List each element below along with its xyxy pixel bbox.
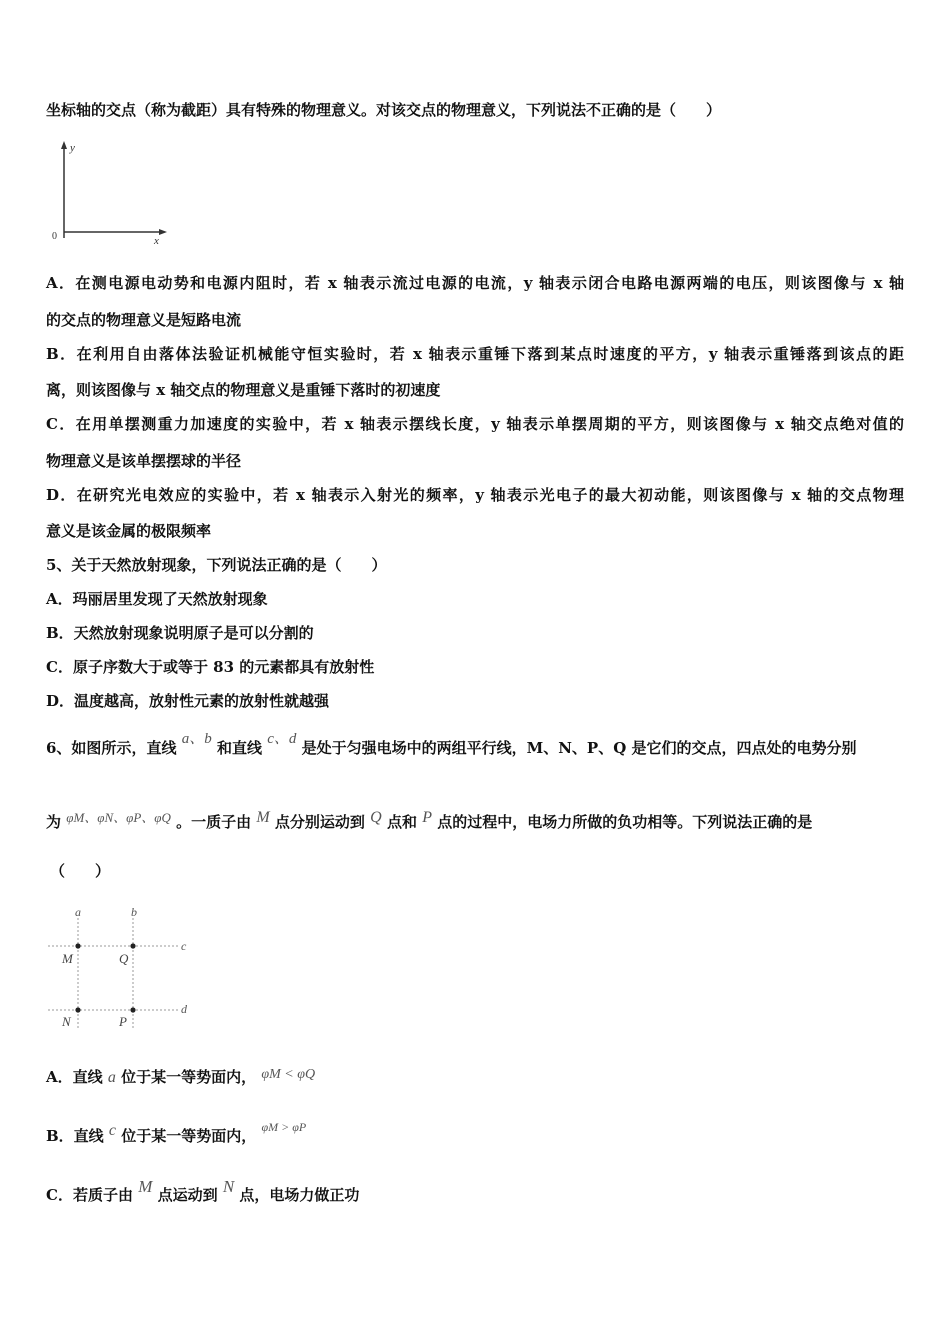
q6-stem-part3: 是处于匀强电场中的两组平行线，M、N、P、Q 是它们的交点，四点处的电势分别	[301, 739, 857, 757]
q6-stem-part8: 点的过程中，电场力所做的负功相等。下列说法正确的是	[437, 813, 813, 831]
label-P: P	[119, 1014, 127, 1029]
q4-option-a-line1: A．在测电源电动势和电源内阻时，若 x 轴表示流过电源的电流，y 轴表示闭合电路电源两端的电压，则该图像与 x 轴	[46, 274, 904, 292]
q6-option-b-post: 位于某一等势面内，	[121, 1127, 257, 1145]
q5-option-a: A．玛丽居里发现了天然放射现象	[46, 590, 268, 608]
point-N	[75, 1007, 80, 1012]
q6-stem-part6: 点分别运动到	[274, 813, 365, 831]
point-Q	[130, 943, 135, 948]
q6-stem-part4: 为	[46, 813, 62, 831]
x-axis-label: x	[154, 235, 159, 247]
q4-option-d-line2: 意义是该金属的极限频率	[46, 522, 212, 540]
q5-option-b: B．天然放射现象说明原子是可以分割的	[46, 624, 314, 642]
label-c: c	[181, 939, 187, 953]
point-P	[130, 1007, 135, 1012]
q4-option-b-line1: B．在利用自由落体法验证机械能守恒实验时，若 x 轴表示重锤下落到某点时速度的平方，y 轴表示重锤落到该点的距	[46, 345, 904, 363]
q6-stem-line2	[46, 809, 813, 833]
q6-option-b-var: c	[108, 1122, 117, 1139]
q6-stem-part5: 。一质子由	[176, 813, 252, 831]
y-axis-label: y	[70, 142, 75, 154]
q6-option-b-pre: B．直线	[46, 1127, 104, 1145]
q6-point-M: M	[256, 809, 270, 826]
q6-stem-part2: 和直线	[216, 739, 262, 757]
label-Q: Q	[119, 951, 129, 966]
q6-answer-paren: （ ）	[50, 862, 111, 880]
q6-option-c-pre: C．若质子由	[46, 1186, 133, 1204]
q6-option-a-var: a	[107, 1069, 116, 1086]
q4-option-c-line2: 物理意义是该单摆摆球的半径	[46, 452, 242, 470]
label-N: N	[62, 1014, 71, 1029]
q4-option-b-line2: 离，则该图像与 x 轴交点的物理意义是重锤下落时的初速度	[46, 381, 441, 399]
label-d: d	[181, 1002, 187, 1016]
q6-option-a-math: φM < φQ	[261, 1067, 316, 1082]
intro-text: 坐标轴的交点（称为截距）具有特殊的物理意义。对该交点的物理意义，下列说法不正确的是（ ）	[46, 101, 722, 119]
q6-stem-line1	[46, 731, 857, 759]
axes-graph	[46, 138, 176, 248]
q5-option-d: D．温度越高，放射性元素的放射性就越强	[46, 692, 330, 710]
q6-option-a-post: 位于某一等势面内，	[121, 1068, 257, 1086]
q6-point-P: P	[422, 809, 432, 826]
q6-lines-ab: a、b	[181, 731, 212, 747]
q5-option-c: C．原子序数大于或等于 83 的元素都具有放射性	[46, 658, 375, 676]
q6-option-a-pre: A．直线	[46, 1068, 103, 1086]
q6-option-c-M: M	[138, 1177, 153, 1196]
label-b: b	[131, 905, 137, 919]
q6-stem-part7: 点和	[386, 813, 417, 831]
q6-option-b-math: φM > φP	[261, 1120, 307, 1134]
q6-option-c-mid: 点运动到	[157, 1186, 218, 1204]
q6-potentials: φM、φN、φP、φQ	[66, 810, 171, 825]
q6-option-a	[46, 1067, 315, 1089]
q4-option-d-line1: D．在研究光电效应的实验中，若 x 轴表示入射光的频率，y 轴表示光电子的最大初动能，则该图像与 x 轴的交点物理	[46, 486, 904, 504]
q4-option-c-line1: C．在用单摆测重力加速度的实验中，若 x 轴表示摆线长度，y 轴表示单摆周期的平方，则该图像与 x 轴交点绝对值的	[46, 415, 904, 433]
q6-option-c-N: N	[222, 1177, 235, 1196]
q6-option-c	[46, 1177, 360, 1205]
q6-option-c-post: 点，电场力做正功	[239, 1186, 360, 1204]
q6-lines-cd: c、d	[267, 731, 297, 747]
label-M: M	[62, 951, 73, 966]
q6-stem-part1: 6、如图所示，直线	[46, 739, 177, 757]
label-a: a	[75, 905, 81, 919]
q6-option-b	[46, 1120, 307, 1147]
q6-point-Q: Q	[370, 809, 382, 826]
x-arrow	[159, 229, 167, 235]
origin-label: 0	[52, 231, 57, 242]
q6-figure	[44, 902, 204, 1032]
y-arrow	[61, 141, 67, 149]
point-M	[75, 943, 80, 948]
q5-stem: 5、关于天然放射现象，下列说法正确的是（ ）	[46, 556, 387, 574]
q4-option-a-line2: 的交点的物理意义是短路电流	[46, 311, 242, 329]
